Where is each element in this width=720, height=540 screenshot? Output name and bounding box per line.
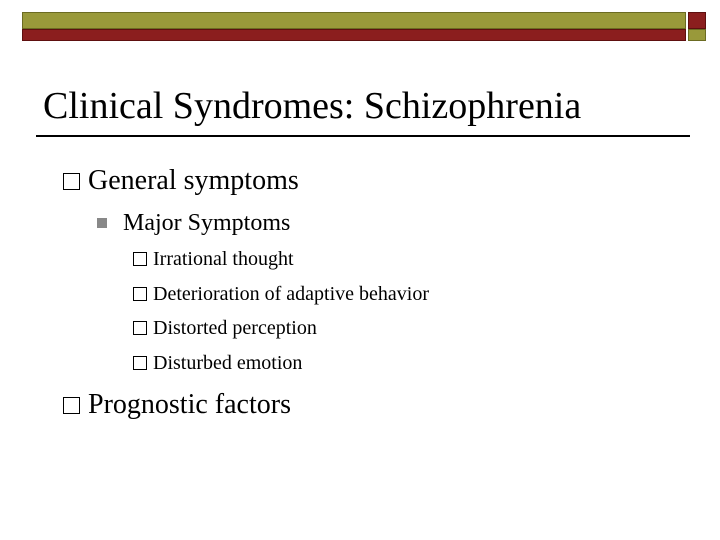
slide-title: Clinical Syndromes: Schizophrenia: [43, 85, 582, 127]
hollow-square-icon: [133, 287, 147, 301]
hollow-square-icon: [63, 173, 80, 190]
sub-bullet-distorted-perception: [133, 315, 317, 341]
bullet-prognostic-factors: [63, 387, 291, 423]
hollow-square-icon: [133, 356, 147, 370]
bullet-text: General symptoms: [88, 165, 299, 196]
sub-bullet-deterioration: [133, 281, 429, 307]
sub-bullet-disturbed-emotion: [133, 350, 302, 376]
bullet-text: Irrational thought: [153, 247, 294, 270]
bullet-major-symptoms: [97, 207, 290, 239]
header-band-olive: [22, 12, 686, 29]
bullet-general-symptoms: [63, 163, 299, 199]
header-band-maroon: [22, 29, 686, 41]
bullet-text: Major Symptoms: [123, 209, 291, 236]
bullet-text: Distorted perception: [153, 316, 317, 339]
bullet-text: Prognostic factors: [88, 389, 291, 420]
filled-square-icon: [97, 218, 107, 228]
bullet-text: Deterioration of adaptive behavior: [153, 282, 429, 305]
hollow-square-icon: [63, 397, 80, 414]
sub-bullet-irrational-thought: [133, 246, 294, 272]
bullet-text: Disturbed emotion: [153, 351, 303, 374]
hollow-square-icon: [133, 321, 147, 335]
corner-block-maroon: [688, 12, 706, 29]
corner-block-olive: [688, 29, 706, 41]
title-divider: [36, 135, 690, 137]
hollow-square-icon: [133, 252, 147, 266]
